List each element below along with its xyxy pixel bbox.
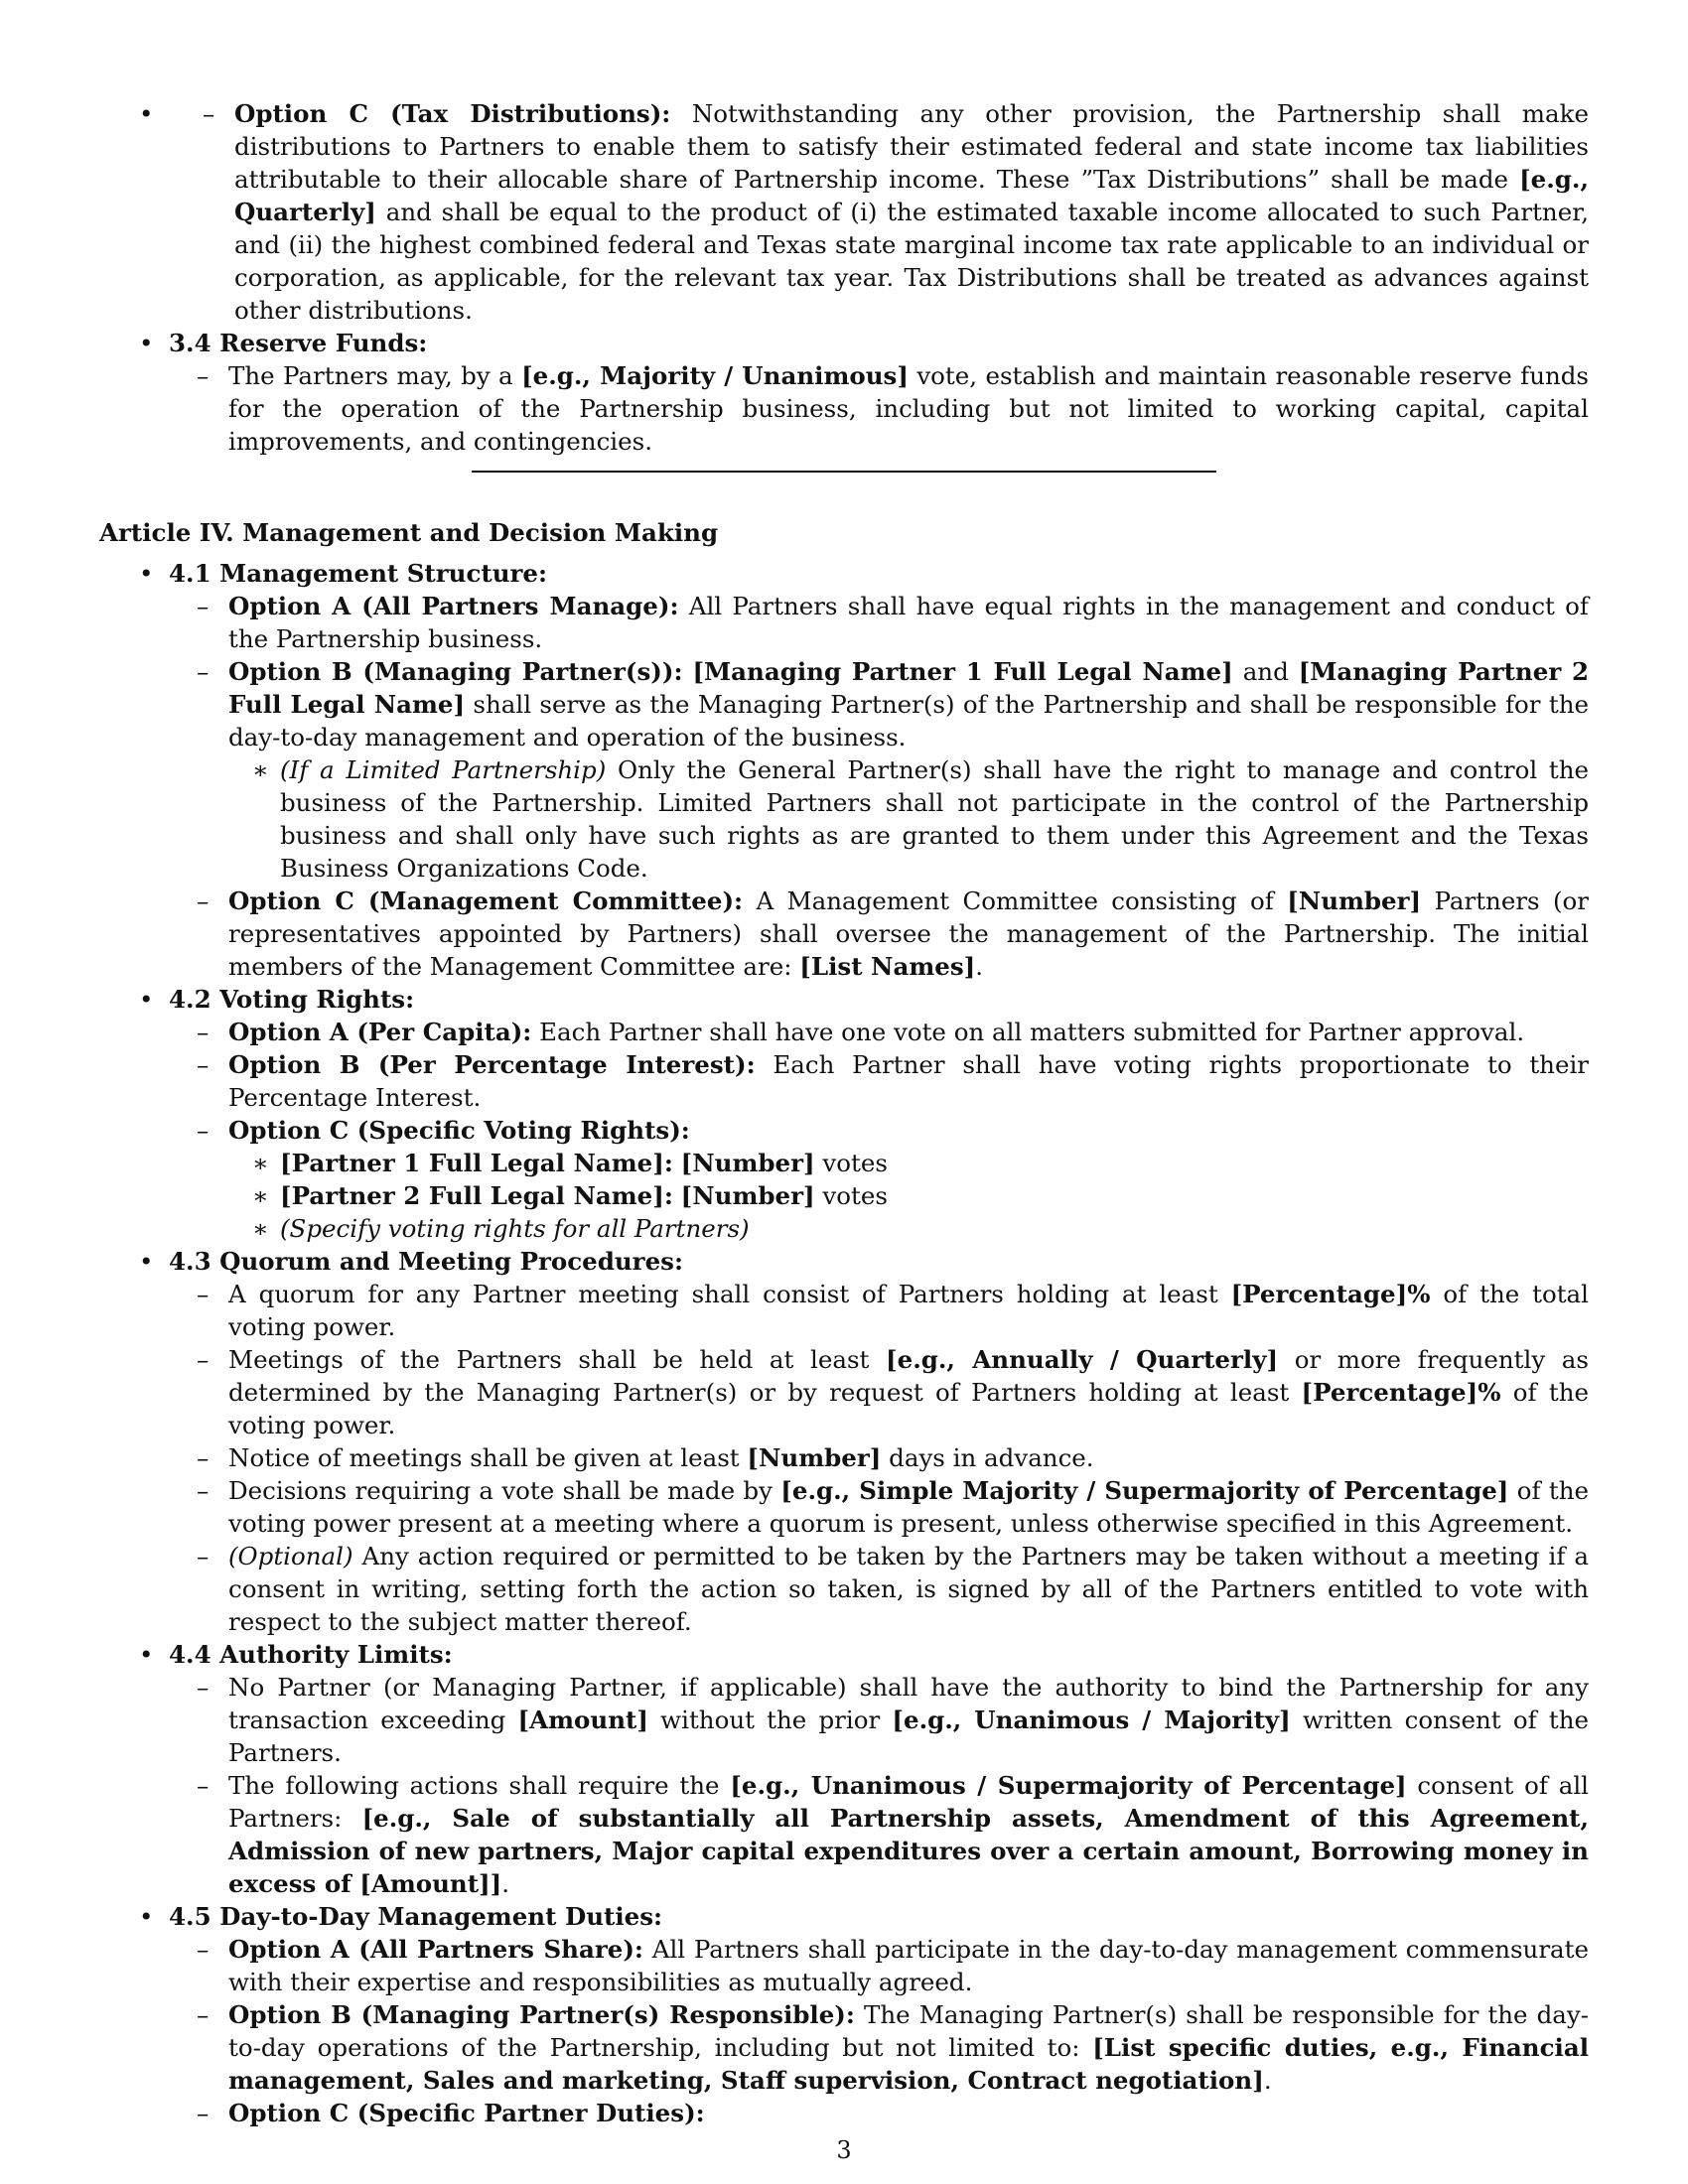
section-3-4 [169, 327, 1589, 458]
s44-limit-1 [228, 1671, 1589, 1769]
s41-option-a [228, 590, 1589, 655]
s43-meetings [228, 1343, 1589, 1441]
page-number: 3 [836, 2136, 852, 2164]
s43-quorum-text-2: of the total voting power. [228, 1280, 1589, 1341]
s45-option-b-duties: [List specific duties, e.g., Financial management, Sales and marketing, Staff supervision, Contract negotiation] [228, 2033, 1590, 2095]
s43-meetings-frequency: [e.g., Annually / Quarterly] [886, 1345, 1279, 1374]
s44-limit-2-text-1: The following actions shall require the [228, 1771, 731, 1800]
s45-option-c [228, 2097, 1589, 2129]
s43-notice-text-2: days in advance. [881, 1443, 1094, 1472]
s43-optional-italic: (Optional) [228, 1542, 353, 1570]
s41-option-c-text-2: Partners (or representatives appointed by Partners) shall oversee the management of the Partnership. The initial members of the Management Committee are: [228, 887, 1589, 981]
reserve-funds-text [228, 359, 1589, 458]
article-title: Article IV. Management and Decision Making [99, 518, 719, 547]
s44-limit-1-consent: [e.g., Unanimous / Majority] [892, 1706, 1291, 1734]
s41-option-c-label: Option C (Management Committee): [228, 887, 744, 915]
s44-limit-2-text-2: consent of all Partners: [228, 1771, 1589, 1833]
s43-decisions-text-2: of the voting power present at a meeting where a quorum is present, unless otherwise specified in this Agreement. [228, 1476, 1589, 1538]
section-3-4-items [169, 359, 1589, 458]
section-4-4 [169, 1638, 1589, 1900]
s44-limit-1-text-3: written consent of the Partners. [228, 1706, 1589, 1767]
s41-option-c-text-3: . [975, 952, 984, 981]
s43-meetings-percentage: [Percentage]% [1301, 1378, 1501, 1407]
s41-lp-italic: (If a Limited Partnership) [280, 755, 607, 784]
s45-option-b [228, 1998, 1589, 2097]
s44-limit-2-consent: [e.g., Unanimous / Supermajority of Percentage] [730, 1771, 1407, 1800]
top-list [99, 97, 1589, 327]
section-3-4-heading: 3.4 Reserve Funds: [169, 329, 428, 357]
s43-optional-consent [228, 1540, 1589, 1638]
s41-option-a-label: Option A (All Partners Manage): [228, 592, 679, 620]
s41-option-b-label: Option B (Managing Partner(s)): [228, 657, 683, 686]
s41-option-b-space [683, 657, 693, 686]
s42-specify-italic: (Specify voting rights for all Partners) [280, 1214, 750, 1243]
s41-option-b-subitems [228, 753, 1589, 885]
reserve-placeholder: [e.g., Majority / Unanimous] [521, 361, 909, 390]
section-4-1 [169, 557, 1589, 983]
s43-meetings-text-2: or more frequently as determined by the Managing Partner(s) or by request of Partners holding at least [228, 1345, 1589, 1407]
section-divider [472, 471, 1216, 473]
s42-partner-1-space [673, 1149, 681, 1177]
s43-quorum-percentage: [Percentage]% [1230, 1280, 1431, 1308]
s45-option-a-text: All Partners shall participate in the day-to-day management commensurate with their expertise and responsibilities as mutually agreed. [228, 1935, 1589, 1996]
s41-option-c-number: [Number] [1287, 887, 1422, 915]
s43-optional-text: Any action required or permitted to be taken by the Partners may be taken without a meeting if a consent in writing, setting forth the action so taken, is signed by all of the Partners entitled to vote with respect to the subject matter thereof. [228, 1542, 1589, 1636]
section-4-2-heading: 4.2 Voting Rights: [169, 985, 415, 1014]
option-c-tax-text-2: and shall be equal to the product of (i) the estimated taxable income allocated to such Partner, and (ii) the highest combined federal and Texas state marginal income tax rate applicable to an individual or corporation, as applicable, for the relevant tax year. Tax Distributions shall be treated as advances against other distributions. [234, 198, 1589, 325]
option-c-tax-distributions [234, 97, 1589, 327]
s45-option-b-text-2: . [1263, 2066, 1272, 2095]
section-4-1-items [169, 590, 1589, 983]
s43-decisions-threshold: [e.g., Simple Majority / Supermajority of Percentage] [780, 1476, 1509, 1505]
option-c-tax-list [169, 97, 1589, 327]
s41-option-b [228, 655, 1589, 885]
s43-meetings-text-1: Meetings of the Partners shall be held at least [228, 1345, 887, 1374]
s42-partner-2-votes-word: votes [814, 1181, 888, 1210]
s45-option-b-label: Option B (Managing Partner(s) Responsible): [228, 2000, 855, 2029]
section-4-3-heading: 4.3 Quorum and Meeting Procedures: [169, 1247, 684, 1276]
reserve-list [99, 327, 1589, 458]
reserve-text-1: The Partners may, by a [228, 361, 522, 390]
s41-option-b-and: and [1232, 657, 1299, 686]
article-iv [99, 516, 1589, 2129]
s42-partner-2-votes [280, 1179, 1589, 1212]
s43-quorum-text-1: A quorum for any Partner meeting shall consist of Partners holding at least [228, 1280, 1231, 1308]
s42-option-a [228, 1016, 1589, 1048]
s44-limit-2-text-3: . [501, 1869, 510, 1898]
section-4-4-heading: 4.4 Authority Limits: [169, 1640, 453, 1669]
s42-option-c [228, 1114, 1589, 1245]
s41-option-c-text-1: A Management Committee consisting of [743, 887, 1288, 915]
reserve-text-2: vote, establish and maintain reasonable reserve funds for the operation of the Partnership business, including but not limited to working capital, capital improvements, and contingencies. [228, 361, 1590, 456]
section-4-4-items [169, 1671, 1589, 1900]
s41-managing-partner-2: [Managing Partner 2 Full Legal Name] [228, 657, 1589, 719]
s45-option-b-text-1: The Managing Partner(s) shall be responsible for the day-to-day operations of the Partnership, including but not limited to: [228, 2000, 1590, 2062]
section-4-3-items [169, 1278, 1589, 1638]
s43-notice-number: [Number] [747, 1443, 882, 1472]
s42-partner-2-name: [Partner 2 Full Legal Name]: [280, 1181, 673, 1210]
s44-limit-1-amount: [Amount] [517, 1706, 648, 1734]
s42-option-c-subitems [228, 1147, 1589, 1245]
s42-option-a-text: Each Partner shall have one vote on all matters submitted for Partner approval. [531, 1018, 1525, 1046]
s42-option-a-label: Option A (Per Capita): [228, 1018, 532, 1046]
s41-lp-text: Only the General Partner(s) shall have the right to manage and control the business of the Partnership. Limited Partners shall not participate in the control of the Partnership business and shall only have such rights as are granted to them under this Agreement and the Texas Business Organizations Code. [280, 755, 1590, 883]
section-4-3 [169, 1245, 1589, 1638]
top-continuation-item [169, 97, 1589, 327]
s44-limit-2 [228, 1769, 1589, 1900]
option-c-tax-text-1: Notwithstanding any other provision, the Partnership shall make distributions to Partners to enable them to satisfy their estimated federal and state income tax liabilities attributable to their allocable share of Partnership income. These ”Tax Distributions” shall be made [234, 99, 1589, 194]
s42-option-c-label: Option C (Specific Voting Rights): [228, 1116, 690, 1145]
s44-limit-2-actions: [e.g., Sale of substantially all Partnership assets, Amendment of this Agreement, Admission of new partners, Major capital expenditures over a certain amount, Borrowing money in excess of [Amount]] [228, 1804, 1589, 1898]
section-4-5 [169, 1900, 1589, 2129]
s43-quorum [228, 1278, 1589, 1343]
s43-decisions-text-1: Decisions requiring a vote shall be made by [228, 1476, 781, 1505]
section-4-1-heading: 4.1 Management Structure: [169, 559, 548, 588]
s41-managing-partner-1: [Managing Partner 1 Full Legal Name] [692, 657, 1233, 686]
s45-option-a-label: Option A (All Partners Share): [228, 1935, 643, 1964]
s42-partner-2-number: [Number] [680, 1181, 815, 1210]
s45-option-c-label: Option C (Specific Partner Duties): [228, 2099, 705, 2127]
s43-notice [228, 1441, 1589, 1474]
option-c-tax-placeholder: [e.g., Quarterly] [234, 165, 1589, 226]
s42-partner-1-number: [Number] [680, 1149, 815, 1177]
option-c-tax-label: Option C (Tax Distributions): [234, 99, 671, 128]
s42-option-b [228, 1048, 1589, 1114]
s41-option-a-text: All Partners shall have equal rights in the management and conduct of the Partnership business. [228, 592, 1589, 653]
s41-option-c [228, 885, 1589, 983]
s45-option-a [228, 1933, 1589, 1998]
s41-option-b-text: shall serve as the Managing Partner(s) of the Partnership and shall be responsible for the day-to-day management and operation of the business. [228, 690, 1589, 751]
s42-partner-1-votes-word: votes [814, 1149, 888, 1177]
s43-meetings-text-3: of the voting power. [228, 1378, 1589, 1439]
s41-option-c-names: [List Names] [799, 952, 976, 981]
s43-notice-text-1: Notice of meetings shall be given at least [228, 1443, 748, 1472]
s43-decisions [228, 1474, 1589, 1540]
section-4-2-items [169, 1016, 1589, 1245]
s42-option-b-label: Option B (Per Percentage Interest): [228, 1050, 756, 1079]
page-top-continuation [99, 97, 1589, 458]
s44-limit-1-text-2: without the prior [647, 1706, 893, 1734]
s42-option-b-text: Each Partner shall have voting rights proportionate to their Percentage Interest. [228, 1050, 1589, 1112]
s42-partner-1-name: [Partner 1 Full Legal Name]: [280, 1149, 673, 1177]
s42-partner-2-space [673, 1181, 681, 1210]
s41-limited-partnership [280, 753, 1589, 885]
s42-specify [280, 1212, 1589, 1245]
s44-limit-1-text-1: No Partner (or Managing Partner, if applicable) shall have the authority to bind the Partnership for any transaction exceeding [228, 1673, 1589, 1734]
s42-partner-1-votes [280, 1147, 1589, 1179]
section-4-5-heading: 4.5 Day-to-Day Management Duties: [169, 1902, 663, 1931]
section-4-5-items [169, 1933, 1589, 2129]
section-4-2 [169, 983, 1589, 1245]
article-sections [99, 557, 1589, 2129]
